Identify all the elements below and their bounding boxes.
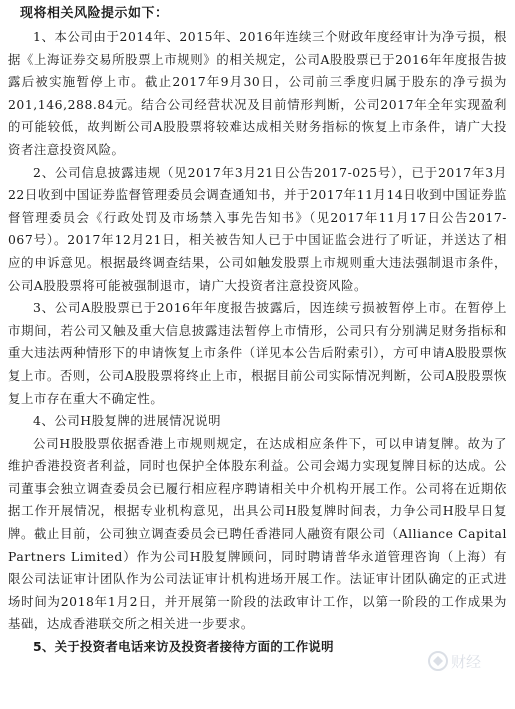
- risk-notice-heading: 现将相关风险提示如下：: [20, 6, 169, 21]
- section-5-title: 5、关于投资者电话来访及投资者接待方面的工作说明: [33, 639, 334, 655]
- watermark-text: 财经: [451, 653, 482, 671]
- section-4-paragraph: 公司H股股票依据香港上市规则规定，在达成相应条件下，可以申请复牌。故为了维护香港投资者利益，同时也保护全体股东利益。公司会竭力实现复牌目标的达成。公司董事会独立调查委员会已履行相应程序聘请相关中介机构开展工作。公司将在近期依据工作开展情况，根据专业机构意见，出具公司H股复牌时间表，力争公司H股早日复牌。截止目前，公司独立调查委员会已聘任香港同人融资有限公司（Alliance Capital Partners Limited）作为公司H股复牌顾问，同时聘请普华永道管理咨询（上海）有限公司法证审计团队作为公司法证审计机构进场开展工作。法证审计团队确定的正式进场时间为2018年1月2日，并开展第一阶段的法政审计工作，以第一阶段的工作成果为基础，达成香港联交所之相关进一步要求。: [8, 435, 507, 632]
- watermark-logo-icon: [427, 647, 491, 675]
- risk-item-3: 3、公司A股股票已于2016年年度报告披露后，因连续亏损被暂停上市。在暂停上市期间，若公司又触及重大信息披露违法暂停上市情形，公司只有分别满足财务指标和重大违法两种情形下的申请恢复上市条件（详见本公告后附索引），方可申请A股股票恢复上市。否则，公司A股股票将终止上市，根据目前公司实际情况判断，公司A股股票恢复上市存在重大不确定性。: [8, 300, 507, 406]
- section-4-title: 4、公司H股复牌的进展情况说明: [33, 413, 222, 429]
- risk-item-1: 1、本公司由于2014年、2015年、2016年连续三个财政年度经审计为净亏损，根据《上海证券交易所股票上市规则》的相关规定，公司A股股票已于2016年年度报告披露后被实施暂停上市。截止2017年9月30日，公司前三季度归属于股东的净亏损为201,146,288.84元。结合公司经营状况及目前情形判断，公司2017年全年实现盈利的可能较低，故判断公司A股股票将较难达成相关财务指标的恢复上市条件，请广大投资者注意投资风险。: [8, 29, 507, 157]
- risk-item-2: 2、公司信息披露违规（见2017年3月21日公告2017-025号），已于2017年3月22日收到中国证券监督管理委员会调查通知书，并于2017年11月14日收到中国证券监督管理委员会《行政处罚及市场禁入事先告知书》（见2017年11月17日公告2017-067号）。2017年12月21日，相关被告知人已于中国证监会进行了听证，并送达了相应的申诉意见。根据最终调查结果，公司如触发股票上市规则重大违法强制退市条件，公司A股股票将可能被强制退市，请广大投资者注意投资风险。: [8, 164, 507, 293]
